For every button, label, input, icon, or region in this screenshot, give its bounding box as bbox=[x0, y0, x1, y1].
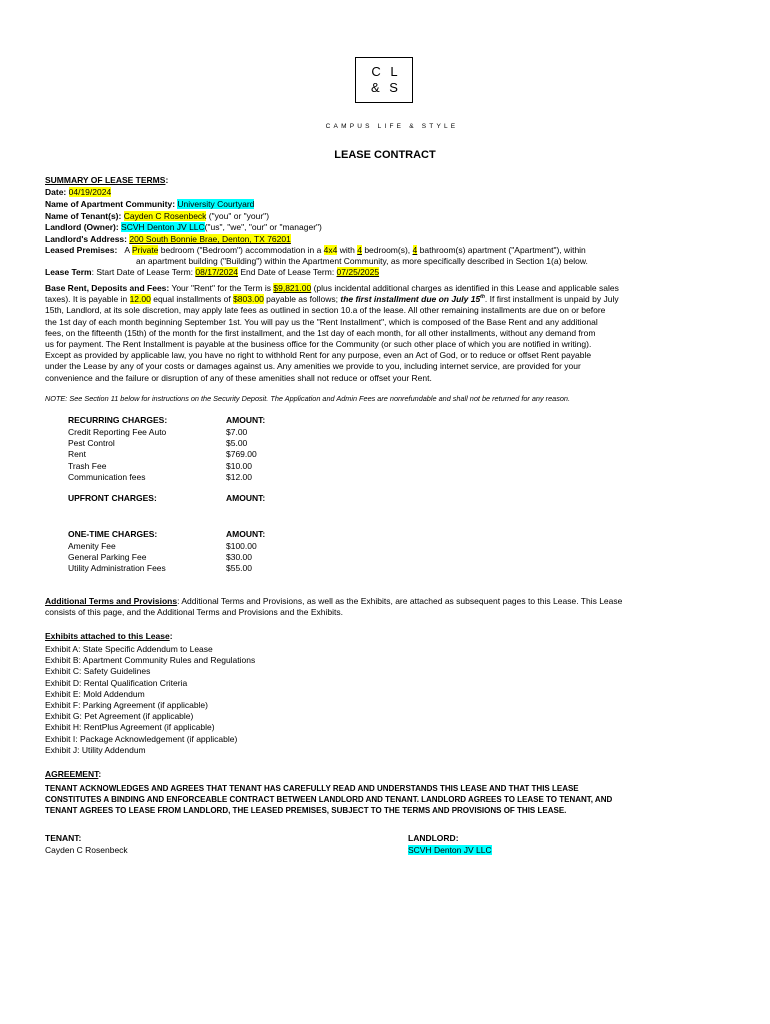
additional-terms-paragraph: Additional Terms and Provisions: Additional Terms and Provisions, as well as the Exhibits, are attached as subsequent pages to this Lease. This Lease consists of this page, and the Additional Terms and Provisions and the Exhibits. bbox=[45, 596, 623, 618]
onetime-amount-heading: AMOUNT: bbox=[226, 529, 266, 539]
exhibit-item: Exhibit D: Rental Qualification Criteria bbox=[45, 677, 188, 688]
charge-amount: $7.00 bbox=[226, 427, 248, 437]
onetime-charge-amounts bbox=[226, 541, 257, 575]
premises-line: Leased Premises: A Private bedroom ("Bedroom") accommodation in a 4x4 with 4 bedroom(s), 4 bathroom(s) apartment ("Apartment"), within bbox=[45, 245, 586, 255]
base-rent-paragraph: Base Rent, Deposits and Fees: Your "Rent" for the Term is $9,821.00 (plus incidental additional charges as identified in this Lease and applicable sales taxes). It is payable in 12.00 equal installments of $803.00 payable as follows; the first installment due on July 15th. If first installment is unpaid by July 15th, Landlord, at its sole discretion, may apply late fees as outlined in section 10.a of the lease. All other remaining installments are due on or before the 1st day of each month beginning September 1st. You will pay us the "Rent Installment", which is composed of the Base Rent and any additional fees, on the fifteenth (15th) of the month for the first installment, and the 1st day of each month, for all other installments, without any demand from us for payment. The Rent Installment is payable at the business office for the Community (or such other place of which you are notified in writing). Except as provided by applicable law, you have no right to withhold Rent for any purpose, even an Act of God, or to reduce or offset Rent payable under the Lease by any of your costs or damages against us. Any amenities we provide to you, including internet service, are provided for your convenience and the failure or disruption of any of these amenities shall not reduce or offset your Rent. bbox=[45, 283, 619, 383]
charge-name: Rent bbox=[68, 449, 86, 460]
address-line: Landlord's Address: 200 South Bonnie Brae, Denton, TX 76201 bbox=[45, 234, 291, 244]
agreement-heading: AGREEMENT: bbox=[45, 769, 102, 779]
landlord-address: 200 South Bonnie Brae, Denton, TX 76201 bbox=[129, 234, 291, 244]
logo-tagline: CAMPUS LIFE & STYLE bbox=[325, 123, 459, 130]
exhibit-item: Exhibit F: Parking Agreement (if applicable) bbox=[45, 700, 208, 711]
exhibit-item: Exhibit B: Apartment Community Rules and Regulations bbox=[45, 655, 256, 666]
upfront-amount-heading: AMOUNT: bbox=[226, 493, 266, 503]
lease-date: 04/19/2024 bbox=[68, 187, 112, 197]
charge-amount: $12.00 bbox=[226, 471, 252, 482]
term-line: Lease Term: Start Date of Lease Term: 08/17/2024 End Date of Lease Term: 07/25/2025 bbox=[45, 267, 380, 277]
charge-name: Communication fees bbox=[68, 471, 146, 482]
logo-row-2: & S bbox=[371, 80, 401, 95]
tenant-signature-label: TENANT: bbox=[45, 833, 82, 843]
recurring-charge-names bbox=[68, 427, 166, 483]
charge-name: General Parking Fee bbox=[68, 552, 147, 563]
community-name: University Courtyard bbox=[177, 199, 255, 209]
start-date: 08/17/2024 bbox=[195, 267, 238, 277]
charge-name: Pest Control bbox=[68, 438, 115, 449]
exhibit-item: Exhibit I: Package Acknowledgement (if applicable) bbox=[45, 733, 238, 744]
date-line: Date: 04/19/2024 bbox=[45, 187, 112, 197]
recurring-charge-amounts bbox=[226, 427, 257, 483]
charge-name: Utility Administration Fees bbox=[68, 563, 166, 574]
charge-amount: $55.00 bbox=[226, 563, 252, 574]
community-line: Name of Apartment Community: University Courtyard bbox=[45, 199, 255, 209]
landlord-line: Landlord (Owner): SCVH Denton JV LLC("us", "we", "our" or "manager") bbox=[45, 222, 322, 232]
exhibits-heading: Exhibits attached to this Lease: bbox=[45, 631, 173, 641]
end-date: 07/25/2025 bbox=[336, 267, 380, 277]
onetime-heading: ONE-TIME CHARGES: bbox=[68, 529, 158, 539]
exhibit-item: Exhibit G: Pet Agreement (if applicable) bbox=[45, 711, 194, 722]
charge-amount: $769.00 bbox=[226, 449, 257, 460]
onetime-charge-names bbox=[68, 541, 166, 575]
premises-line-2: an apartment building ("Building") within the Apartment Community, as more specifically described in Section 1(a) below. bbox=[136, 256, 588, 266]
summary-heading: SUMMARY OF LEASE TERMS: bbox=[45, 175, 169, 185]
charge-name: Credit Reporting Fee Auto bbox=[68, 427, 167, 437]
exhibit-item: Exhibit H: RentPlus Agreement (if applicable) bbox=[45, 722, 215, 733]
security-deposit-note: NOTE: See Section 11 below for instructions on the Security Deposit. The Application and Admin Fees are nonrefundable and shall not be returned for any reason. bbox=[45, 394, 571, 403]
exhibit-item: Exhibit A: State Specific Addendum to Lease bbox=[45, 644, 213, 654]
exhibit-item: Exhibit J: Utility Addendum bbox=[45, 744, 146, 755]
landlord-signature-name: SCVH Denton JV LLC bbox=[408, 845, 492, 855]
exhibit-item: Exhibit C: Safety Guidelines bbox=[45, 666, 151, 677]
exhibit-list bbox=[45, 644, 255, 756]
agreement-text: TENANT ACKNOWLEDGES AND AGREES THAT TENANT HAS CAREFULLY READ AND UNDERSTANDS THIS LEASE AND THAT THIS LEASE CONSTITUTES A BINDING AND ENFORCEABLE CONTRACT BETWEEN LANDLORD AND TENANT. LANDLORD AGREES TO LEASE TO TENANT, AND TENANT AGREES TO LEASE FROM LANDLORD, THE LEASED PREMISES, SUBJECT TO THE TERMS AND PROVISIONS OF THIS LEASE. bbox=[45, 784, 613, 816]
tenant-line: Name of Tenant(s): Cayden C Rosenbeck ("you" or "your") bbox=[45, 211, 270, 221]
company-logo bbox=[355, 57, 413, 103]
document-title: LEASE CONTRACT bbox=[334, 149, 436, 161]
landlord-name: SCVH Denton JV LLC bbox=[121, 222, 205, 232]
charge-amount: $10.00 bbox=[226, 460, 252, 471]
recurring-amount-heading: AMOUNT: bbox=[226, 415, 266, 425]
tenant-name: Cayden C Rosenbeck bbox=[123, 211, 207, 221]
charge-amount: $5.00 bbox=[226, 438, 248, 449]
tenant-signature-name: Cayden C Rosenbeck bbox=[45, 845, 128, 855]
recurring-heading: RECURRING CHARGES: bbox=[68, 415, 168, 425]
logo-row-1: C L bbox=[371, 64, 401, 79]
exhibit-item: Exhibit E: Mold Addendum bbox=[45, 688, 145, 699]
charge-amount: $100.00 bbox=[226, 541, 257, 551]
landlord-signature-label: LANDLORD: bbox=[408, 833, 459, 843]
charge-name: Amenity Fee bbox=[68, 541, 116, 551]
charge-amount: $30.00 bbox=[226, 552, 252, 563]
charge-name: Trash Fee bbox=[68, 460, 107, 471]
upfront-heading: UPFRONT CHARGES: bbox=[68, 493, 157, 503]
